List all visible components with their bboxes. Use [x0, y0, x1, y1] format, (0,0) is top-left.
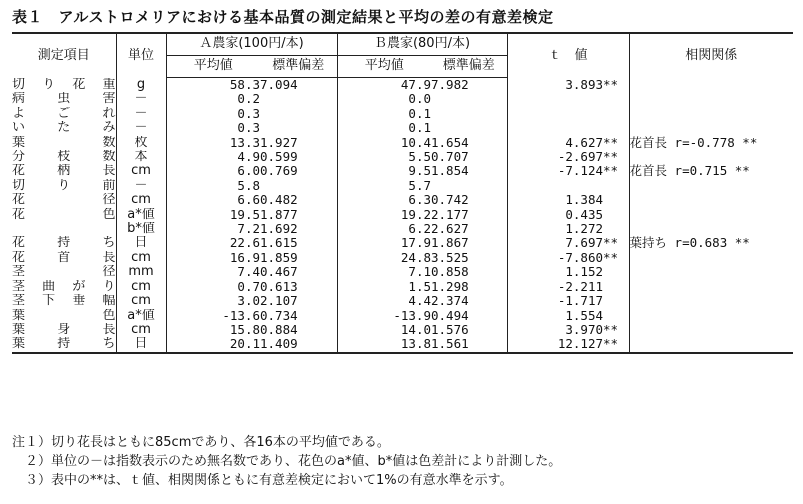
measurement-item: 花色 [12, 207, 116, 222]
significance-mark [603, 193, 629, 207]
t-value-cell: 0.435 [507, 208, 603, 222]
b-mean-cell: 24.8 [337, 251, 431, 265]
measurement-item: 葉持ち [12, 337, 116, 352]
table-row [12, 208, 793, 222]
a-sd-cell: 0.734 [260, 308, 298, 323]
correlation-cell [629, 323, 793, 337]
significance-mark [603, 208, 629, 222]
unit-cell: 枚 [116, 136, 166, 150]
a-mean-cell: 0.3 [166, 121, 260, 135]
measurement-item: 花首長 [12, 250, 116, 265]
b-mean-cell: 5.7 [337, 179, 431, 193]
a-sd-cell: 1.692 [260, 222, 298, 237]
b-mean-cell: 6.2 [337, 222, 431, 236]
header-t-value: ｔ 値 [507, 33, 629, 78]
unit-cell: b*値 [116, 222, 166, 236]
b-mean-cell: 4.4 [337, 294, 431, 308]
significance-mark: ** [603, 150, 619, 165]
b-mean-cell: 7.1 [337, 265, 431, 279]
significance-mark [603, 179, 629, 193]
footnote-2: ２）単位の－は指数表示のため無名数であり、花色のa*値、b*値は色差計により計測した。 [12, 454, 562, 469]
significance-mark: ** [603, 135, 619, 150]
table-row [12, 309, 793, 323]
b-sd-cell: 1.854 [431, 164, 469, 179]
t-value-cell: 1.272 [507, 222, 603, 236]
a-mean-cell: 6.0 [166, 164, 260, 178]
t-value-cell: 1.384 [507, 193, 603, 207]
significance-mark: ** [603, 250, 619, 265]
a-sd-cell [260, 179, 337, 193]
a-mean-cell: 0.3 [166, 107, 260, 121]
correlation-cell [629, 179, 793, 193]
significance-mark [603, 265, 629, 279]
t-value-cell: 3.893 [507, 78, 603, 93]
a-sd-cell: 0.599 [260, 150, 298, 165]
t-value-cell: -2.211 [507, 280, 603, 294]
significance-mark [603, 121, 629, 135]
a-mean-cell: 7.4 [166, 265, 260, 279]
a-mean-cell: 7.2 [166, 222, 260, 236]
b-mean-cell: 14.0 [337, 323, 431, 337]
header-b-mean: 平均値 [337, 56, 431, 78]
header-group-a: Ａ農家(100円/本) [166, 33, 337, 56]
a-sd-cell: 0.482 [260, 193, 298, 208]
unit-cell: cm [116, 294, 166, 308]
correlation-cell [629, 265, 793, 279]
a-mean-cell: 58.3 [166, 78, 260, 93]
a-mean-cell: 5.8 [166, 179, 260, 193]
b-mean-cell: 13.8 [337, 337, 431, 352]
correlation-cell [629, 251, 793, 265]
b-mean-cell: 17.9 [337, 236, 431, 250]
measurement-item: 葉身長 [12, 322, 116, 337]
correlation-cell: 花首長 r=-0.778 ** [629, 136, 793, 150]
header-b-sd: 標準偏差 [431, 56, 507, 78]
b-sd-cell [431, 121, 507, 135]
measurement-item: 花径 [12, 193, 116, 208]
b-mean-cell: 10.4 [337, 136, 431, 150]
measurement-item: 茎径 [12, 265, 116, 280]
a-mean-cell: 16.9 [166, 251, 260, 265]
measurement-item: 茎下垂幅 [12, 294, 116, 309]
b-sd-cell: 1.561 [431, 337, 507, 352]
table-row [12, 179, 793, 193]
a-sd-cell [260, 107, 337, 121]
table-row [12, 294, 793, 308]
a-mean-cell: 13.3 [166, 136, 260, 150]
b-sd-cell: 0.742 [431, 193, 469, 208]
measurement-item [12, 222, 116, 236]
a-mean-cell: 20.1 [166, 337, 260, 352]
unit-cell: 本 [116, 150, 166, 164]
table-row [12, 222, 793, 236]
t-value-cell: 1.152 [507, 265, 603, 279]
t-value-cell: 7.697 [507, 236, 603, 250]
table-row [12, 164, 793, 178]
unit-cell: cm [116, 280, 166, 294]
correlation-cell [629, 208, 793, 222]
t-value-cell [507, 107, 603, 121]
significance-mark [603, 222, 629, 236]
unit-cell: g [116, 78, 166, 93]
unit-cell: mm [116, 265, 166, 279]
header-correlation: 相関関係 [629, 33, 793, 78]
header-item: 測定項目 [12, 33, 116, 78]
measurement-item: よごれ [12, 106, 116, 121]
measurement-item: いたみ [12, 121, 116, 136]
table-row [12, 337, 793, 352]
significance-mark [603, 280, 629, 294]
b-sd-cell: 0.707 [431, 150, 469, 165]
a-mean-cell: 0.7 [166, 280, 260, 294]
t-value-cell: -2.697 [507, 150, 603, 164]
measurement-item: 切り前 [12, 178, 116, 193]
a-mean-cell: 22.6 [166, 236, 260, 250]
a-mean-cell: 15.8 [166, 323, 260, 337]
correlation-cell: 花首長 r=0.715 ** [629, 164, 793, 178]
b-sd-cell: 3.525 [431, 250, 469, 265]
table-body [12, 78, 793, 353]
significance-mark [603, 294, 629, 308]
b-mean-cell: -13.9 [337, 309, 431, 323]
significance-mark [603, 107, 629, 121]
significance-mark: ** [603, 322, 619, 337]
table-row [12, 193, 793, 207]
b-mean-cell: 5.5 [337, 150, 431, 164]
unit-cell: cm [116, 193, 166, 207]
table-row [12, 92, 793, 106]
b-sd-cell: 2.627 [431, 222, 469, 237]
t-value-cell [507, 121, 603, 135]
a-mean-cell: 19.5 [166, 208, 260, 222]
t-value-cell: 3.970 [507, 323, 603, 337]
correlation-cell [629, 280, 793, 294]
b-sd-cell: 2.177 [431, 207, 469, 222]
correlation-cell [629, 337, 793, 352]
significance-mark [603, 309, 629, 323]
a-sd-cell: 0.884 [260, 322, 298, 337]
b-sd-cell: 1.654 [431, 135, 469, 150]
unit-cell: － [116, 107, 166, 121]
a-sd-cell: 7.094 [260, 77, 298, 92]
a-mean-cell: 0.2 [166, 92, 260, 106]
correlation-cell [629, 150, 793, 164]
a-sd-cell: 1.615 [260, 236, 298, 251]
t-value-cell: -7.124 [507, 164, 603, 178]
b-sd-cell [431, 92, 507, 106]
t-value-cell: -7.860 [507, 251, 603, 265]
table-row [12, 150, 793, 164]
measurement-item: 葉色 [12, 308, 116, 323]
correlation-cell [629, 222, 793, 236]
a-mean-cell: -13.6 [166, 309, 260, 323]
b-mean-cell: 9.5 [337, 164, 431, 178]
correlation-cell [629, 294, 793, 308]
a-sd-cell: 1.409 [260, 337, 337, 352]
table-row [12, 78, 793, 93]
b-sd-cell: 7.982 [431, 77, 469, 92]
b-sd-cell: 1.576 [431, 322, 469, 337]
b-mean-cell: 0.1 [337, 107, 431, 121]
significance-mark: ** [603, 337, 629, 352]
t-value-cell: -1.717 [507, 294, 603, 308]
table-row [12, 107, 793, 121]
b-sd-cell [431, 179, 507, 193]
a-sd-cell: 0.467 [260, 265, 298, 280]
significance-mark: ** [603, 77, 619, 92]
b-sd-cell: 2.374 [431, 294, 469, 309]
a-sd-cell [260, 92, 337, 106]
b-mean-cell: 1.5 [337, 280, 431, 294]
header-a-mean: 平均値 [166, 56, 260, 78]
table-title: 表１ アルストロメリアにおける基本品質の測定結果と平均の差の有意差検定 [12, 8, 554, 26]
t-value-cell [507, 92, 603, 106]
unit-cell: － [116, 179, 166, 193]
unit-cell: 日 [116, 337, 166, 352]
correlation-cell [629, 107, 793, 121]
header-unit: 単位 [116, 33, 166, 78]
b-sd-cell [431, 107, 507, 121]
b-mean-cell: 0.1 [337, 121, 431, 135]
significance-mark [603, 92, 629, 106]
results-table [12, 32, 793, 354]
footnotes [12, 433, 561, 490]
b-mean-cell: 0.0 [337, 92, 431, 106]
a-sd-cell [260, 121, 337, 135]
significance-mark: ** [603, 164, 619, 179]
unit-cell: － [116, 121, 166, 135]
b-mean-cell: 6.3 [337, 193, 431, 207]
t-value-cell: 1.554 [507, 309, 603, 323]
measurement-item: 花柄長 [12, 164, 116, 179]
unit-cell: cm [116, 251, 166, 265]
unit-cell: a*値 [116, 309, 166, 323]
a-mean-cell: 4.9 [166, 150, 260, 164]
table-row [12, 251, 793, 265]
t-value-cell [507, 179, 603, 193]
measurement-item: 切り花重 [12, 77, 116, 92]
a-sd-cell: 0.769 [260, 164, 298, 179]
correlation-cell [629, 309, 793, 323]
correlation-cell [629, 92, 793, 106]
a-mean-cell: 3.0 [166, 294, 260, 308]
table-row [12, 265, 793, 279]
a-sd-cell: 2.107 [260, 294, 298, 309]
unit-cell: － [116, 92, 166, 106]
footnote-3: ３）表中の**は、ｔ値、相関関係ともに有意差検定において1%の有意水準を示す。 [12, 473, 513, 488]
header-group-b: Ｂ農家(80円/本) [337, 33, 507, 56]
b-sd-cell: 0.494 [431, 308, 469, 323]
correlation-cell [629, 121, 793, 135]
footnote-1: 注１）切り花長はともに85cmであり、各16本の平均値である。 [12, 435, 390, 450]
header-a-sd: 標準偏差 [260, 56, 337, 78]
b-sd-cell: 1.867 [431, 236, 469, 251]
a-sd-cell: 1.877 [260, 207, 298, 222]
significance-mark: ** [603, 236, 619, 251]
table-row [12, 280, 793, 294]
a-mean-cell: 6.6 [166, 193, 260, 207]
b-sd-cell: 0.858 [431, 265, 469, 280]
unit-cell: cm [116, 164, 166, 178]
table-row [12, 121, 793, 135]
unit-cell: 日 [116, 236, 166, 250]
a-sd-cell: 1.927 [260, 135, 298, 150]
b-mean-cell: 19.2 [337, 208, 431, 222]
correlation-cell: 葉持ち r=0.683 ** [629, 236, 793, 250]
correlation-cell [629, 78, 793, 93]
measurement-item: 花持ち [12, 236, 116, 251]
unit-cell: a*値 [116, 208, 166, 222]
measurement-item: 葉数 [12, 135, 116, 150]
table-row [12, 323, 793, 337]
b-sd-cell: 1.298 [431, 279, 469, 294]
b-mean-cell: 47.9 [337, 78, 431, 93]
measurement-item: 茎曲がり [12, 279, 116, 294]
t-value-cell: 4.627 [507, 136, 603, 150]
measurement-item: 分枝数 [12, 150, 116, 165]
a-sd-cell: 0.613 [260, 279, 298, 294]
table-row [12, 236, 793, 250]
unit-cell: cm [116, 323, 166, 337]
a-sd-cell: 1.859 [260, 250, 298, 265]
t-value-cell: 12.127 [507, 337, 603, 352]
measurement-item: 病虫害 [12, 92, 116, 107]
correlation-cell [629, 193, 793, 207]
table-row [12, 136, 793, 150]
